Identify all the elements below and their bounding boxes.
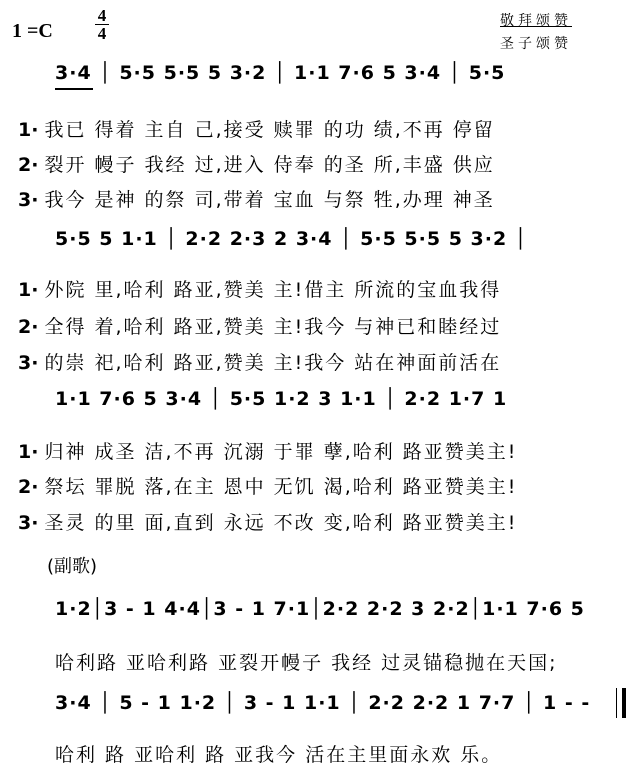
lyric-line [18, 275, 501, 302]
verse-number: 2· [18, 154, 39, 176]
lyric-text: 我已 得着 主自 己,接受 赎罪 的功 绩,不再 停留 [44, 119, 495, 141]
notation-line-1: 3·4 │ 5·5 5·5 5 3·2 │ 1·1 7·6 5 3·4 │ 5·5 [55, 62, 506, 84]
lyric-line [18, 185, 495, 212]
verse-number: 3· [18, 189, 39, 211]
hymn-category: 敬拜颂赞 [500, 13, 572, 29]
verse-number: 2· [18, 476, 39, 498]
lyric-text: 外院 里,哈利 路亚,赞美 主!借主 所流的宝血我得 [44, 279, 502, 301]
lyric-text: 的崇 祀,哈利 路亚,赞美 主!我今 站在神面前活在 [44, 352, 502, 374]
lyric-line [18, 150, 495, 177]
refrain-notation-2: 3·4 │ 5 - 1 1·2 │ 3 - 1 1·1 │ 2·2 2·2 1 7·7 │ 1 - - [55, 692, 591, 714]
beam [55, 88, 93, 90]
verse-number: 2· [18, 316, 39, 338]
lyric-text: 圣灵 的里 面,直到 永远 不改 变,哈利 路亚赞美主! [44, 512, 518, 534]
lyric-text: 祭坛 罪脱 落,在主 恩中 无饥 渴,哈利 路亚赞美主! [44, 476, 518, 498]
verse-number: 3· [18, 352, 39, 374]
time-signature [95, 8, 109, 41]
lyric-line [18, 437, 517, 464]
key-signature: 1 =C [12, 20, 53, 42]
refrain-label: (副歌) [47, 556, 98, 577]
lyric-text: 归神 成圣 洁,不再 沉溺 于罪 孽,哈利 路亚赞美主! [44, 441, 518, 463]
lyric-line [18, 115, 495, 142]
verse-number: 1· [18, 441, 39, 463]
notation-line-2: 5·5 5 1·1 │ 2·2 2·3 2 3·4 │ 5·5 5·5 5 3·2 │ [55, 228, 528, 250]
lyric-text: 我今 是神 的祭 司,带着 宝血 与祭 牲,办理 神圣 [44, 189, 495, 211]
time-denominator: 4 [97, 24, 107, 43]
lyric-line [18, 508, 517, 535]
lyric-text: 裂开 幔子 我经 过,进入 侍奉 的圣 所,丰盛 供应 [44, 154, 495, 176]
lyric-text: 全得 着,哈利 路亚,赞美 主!我今 与神已和睦经过 [44, 316, 502, 338]
final-barline-thin [616, 688, 617, 718]
notation-line-3: 1·1 7·6 5 3·4 │ 5·5 1·2 3 1·1 │ 2·2 1·7 1 [55, 388, 508, 410]
hymn-section: 圣子颂赞 [500, 36, 572, 52]
refrain-notation-1: 1·2│3 - 1 4·4│3 - 1 7·1│2·2 2·2 3 2·2│1·1 7·6 5 [55, 598, 585, 620]
verse-number: 3· [18, 512, 39, 534]
lyric-line [18, 472, 517, 499]
lyric-line [18, 312, 501, 339]
verse-number: 1· [18, 279, 39, 301]
verse-number: 1· [18, 119, 39, 141]
lyric-line [18, 348, 501, 375]
refrain-lyric-2: 哈利 路 亚哈利 路 亚我今 活在主里面永欢 乐。 [55, 744, 503, 766]
final-barline [622, 688, 626, 718]
time-numerator: 4 [97, 6, 107, 25]
refrain-lyric-1: 哈利路 亚哈利路 亚裂开幔子 我经 过灵锚稳抛在天国; [55, 652, 558, 674]
